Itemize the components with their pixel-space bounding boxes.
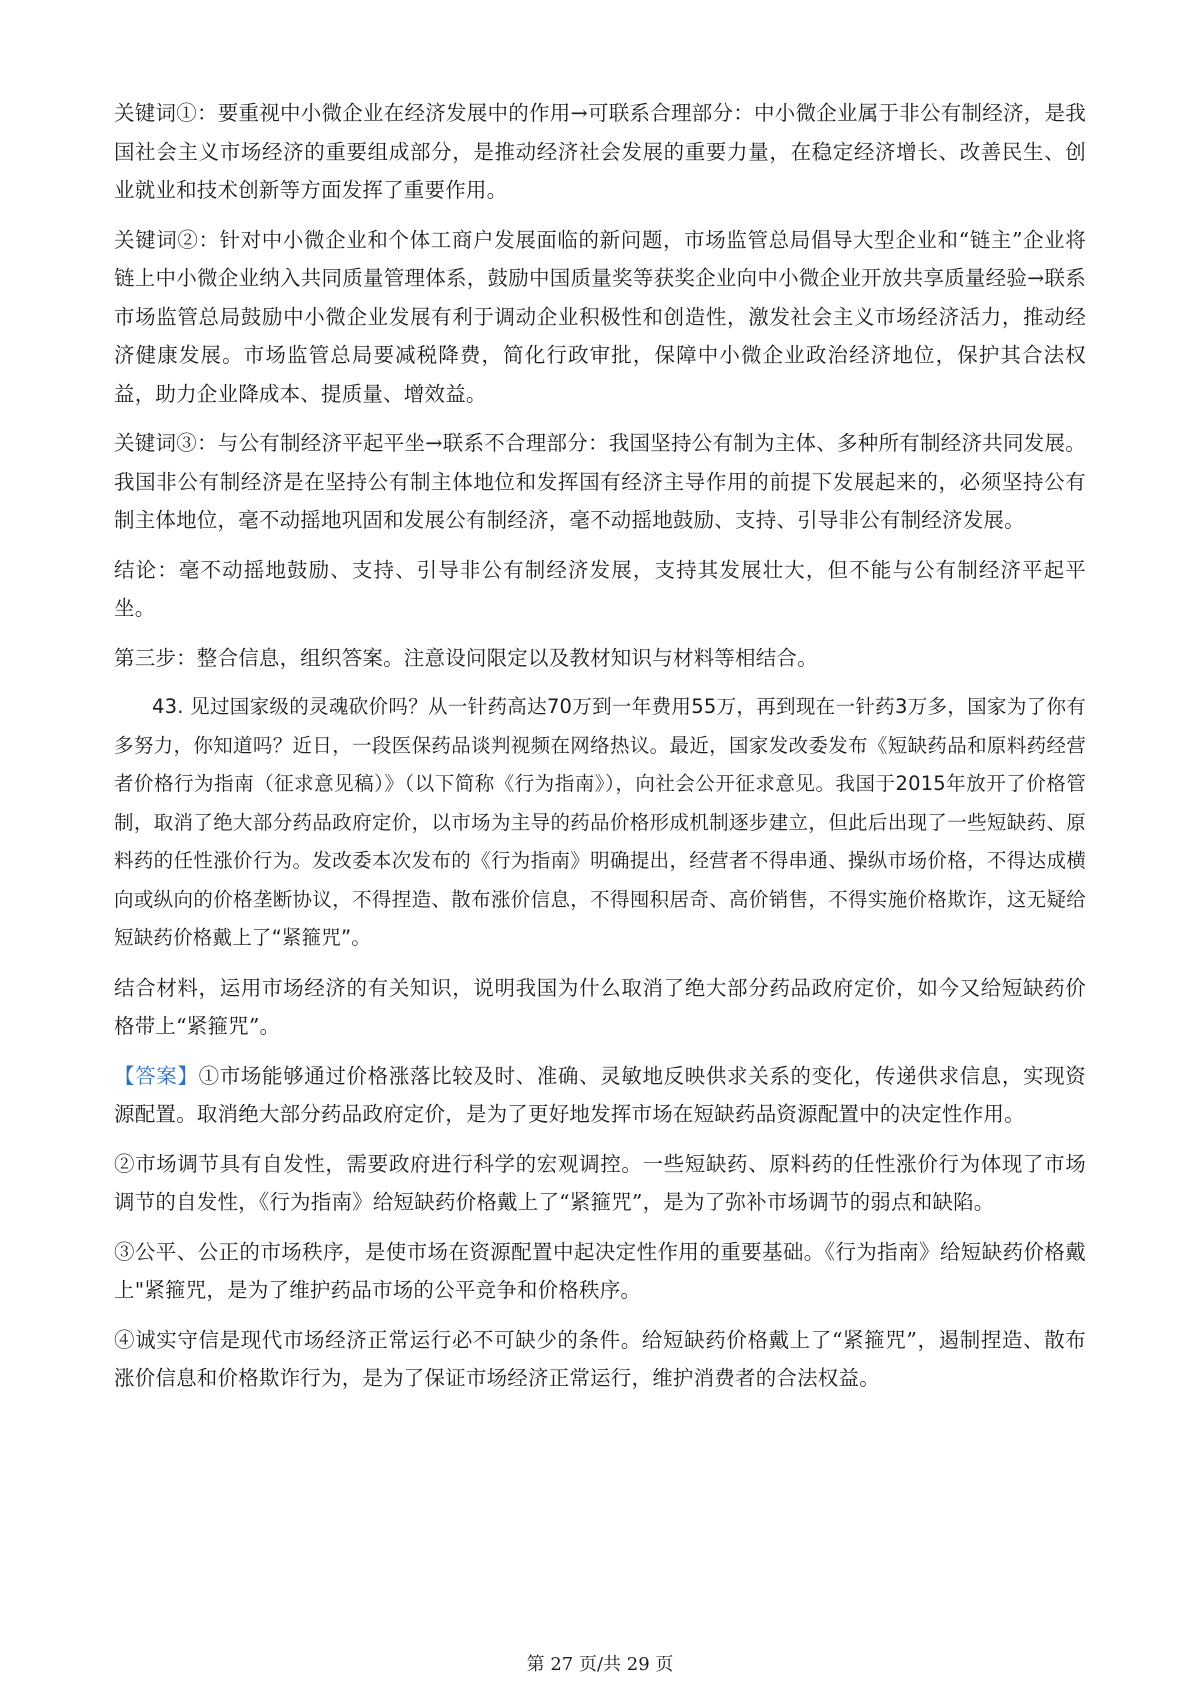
answer-point-4: ④诚实守信是现代市场经济正常运行必不可缺少的条件。给短缺药价格戴上了“紧箍咒”，遏制捏造、散布涨价信息和价格欺诈行为，是为了保证市场经济正常运行，维护消费者的合法权益。 <box>114 1327 1086 1390</box>
keyword-3-paragraph: 关键词③：与公有制经济平起平坐→联系不合理部分：我国坚持公有制为主体、多种所有制经济共同发展。我国非公有制经济是在坚持公有制主体地位和发挥国有经济主导作用的前提下发展起来的，必须坚持公有制主体地位，毫不动摇地巩固和发展公有制经济，毫不动摇地鼓励、支持、引导非公有制经济发展。 <box>114 431 1086 532</box>
conclusion-paragraph: 结论：毫不动摇地鼓励、支持、引导非公有制经济发展，支持其发展壮大，但不能与公有制经济平起平坐。 <box>114 557 1086 620</box>
answer-point-3: ③公平、公正的市场秩序，是使市场在资源配置中起决定性作用的重要基础。《行为指南》给短缺药价格戴上"紧箍咒，是为了维护药品市场的公平竞争和价格秩序。 <box>114 1239 1086 1302</box>
question-43-text: 43. 见过国家级的灵魂砍价吗？从一针药高达70万到一年费用55万，再到现在一针药3万多，国家为了你有多努力，你知道吗？近日，一段医保药品谈判视频在网络热议。最近，国家发改委发布《短缺药品和原料药经营者价格行为指南（征求意见稿）》（以下简称《行为指南》），向社会公开征求意见。我国于2015年放开了价格管制，取消了绝大部分药品政府定价，以市场为主导的药品价格形成机制逐步建立，但此后出现了一些短缺药、原料药的任性涨价行为。发改委本次发布的《行为指南》明确提出，经营者不得串通、操纵市场价格，不得达成横向或纵向的价格垄断协议，不得捏造、散布涨价信息，不得囤积居奇、高价销售，不得实施价格欺诈，这无疑给短缺药价格戴上了“紧箍咒”。 <box>114 695 1086 949</box>
answer-point-1 <box>114 1057 1086 1134</box>
keyword-1-paragraph: 关键词①：要重视中小微企业在经济发展中的作用→可联系合理部分：中小微企业属于非公有制经济，是我国社会主义市场经济的重要组成部分，是推动经济社会发展的重要力量，在稳定经济增长、改善民生、创业就业和技术创新等方面发挥了重要作用。 <box>114 101 1086 202</box>
step-three-paragraph: 第三步：整合信息，组织答案。注意设问限定以及教材知识与材料等相结合。 <box>114 645 818 670</box>
answer-point-1-text: ①市场能够通过价格涨落比较及时、准确、灵敏地反映供求关系的变化，传递供求信息，实现资源配置。取消绝大部分药品政府定价，是为了更好地发挥市场在短缺药品资源配置中的决定性作用。 <box>114 1063 1086 1126</box>
answer-label: 【答案】 <box>114 1063 199 1088</box>
answer-point-2: ②市场调节具有自发性，需要政府进行科学的宏观调控。一些短缺药、原料药的任性涨价行为体现了市场调节的自发性，《行为指南》给短缺药价格戴上了“紧箍咒”，是为了弥补市场调节的弱点和缺陷。 <box>114 1151 1086 1214</box>
page-number-footer: 第 27 页/共 29 页 <box>526 1654 674 1675</box>
keyword-2-paragraph: 关键词②：针对中小微企业和个体工商户发展面临的新问题，市场监管总局倡导大型企业和“链主”企业将链上中小微企业纳入共同质量管理体系，鼓励中国质量奖等获奖企业向中小微企业开放共享质量经验→联系市场监管总局鼓励中小微企业发展有利于调动企业积极性和创造性，激发社会主义市场经济活力，推动经济健康发展。市场监管总局要减税降费，简化行政审批，保障中小微企业政治经济地位，保护其合法权益，助力企业降成本、提质量、增效益。 <box>114 227 1086 406</box>
page-content <box>114 94 1086 1409</box>
question-43-prompt: 结合材料，运用市场经济的有关知识，说明我国为什么取消了绝大部分药品政府定价，如今又给短缺药价格带上“紧箍咒”。 <box>114 975 1086 1038</box>
